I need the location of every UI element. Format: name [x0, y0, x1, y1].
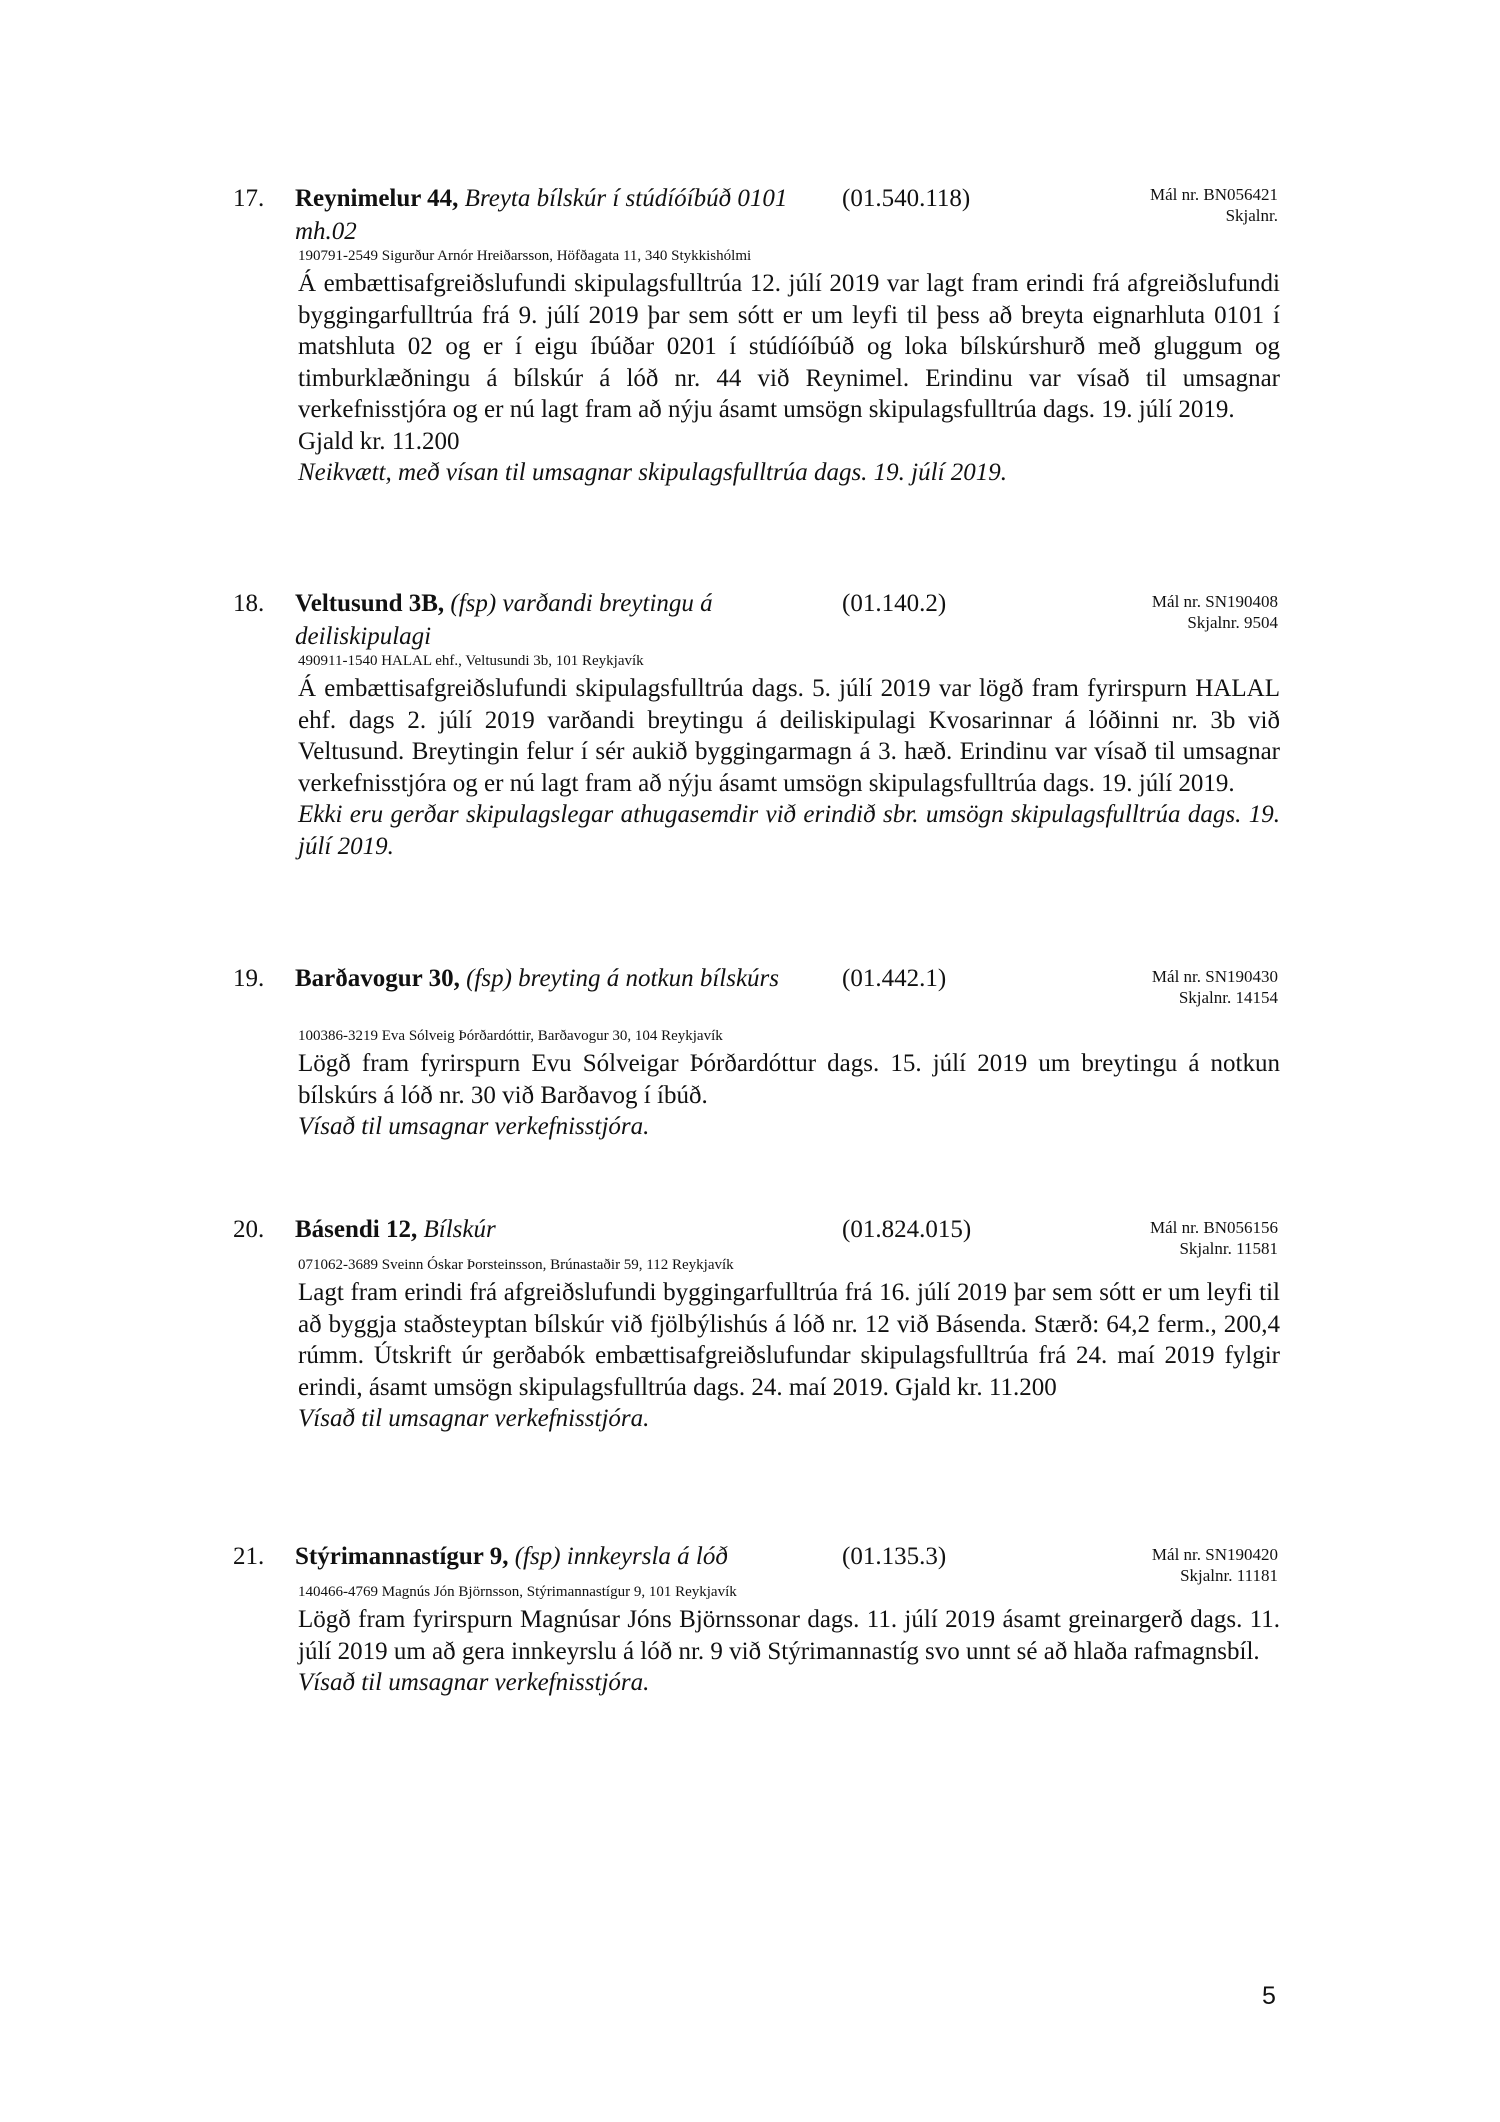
item-code: (01.540.118)	[842, 185, 971, 212]
item-conclusion: Vísað til umsagnar verkefnisstjóra.	[298, 1405, 650, 1432]
item-heading	[295, 1213, 815, 1246]
item-subtitle: Bílskúr	[423, 1216, 496, 1243]
item-owner: 190791-2549 Sigurður Arnór Hreiðarsson, Höfðagata 11, 340 Stykkishólmi	[298, 248, 752, 264]
item-title: Stýrimannastígur 9,	[295, 1543, 509, 1570]
item-paragraph: Á embættisafgreiðslufundi skipulagsfulltrúa dags. 5. júlí 2019 var lögð fram fyrirspurn HALAL ehf. dags 2. júlí 2019 varðandi breytingu á deiliskipulagi Kvosarinnar á lóðinni nr. 3b við Veltusund. Breytingin felur í sér aukið byggingarmagn á 3. hæð. Erindinu var vísað til umsagnar verkefnisstjóra og er nú lagt fram að nýju ásamt umsögn skipulagsfulltrúa dags. 19. júlí 2019.	[298, 675, 1280, 797]
item-paragraph: Á embættisafgreiðslufundi skipulagsfulltrúa 12. júlí 2019 var lagt fram erindi frá afgreiðslufundi byggingarfulltrúa frá 9. júlí 2019 þar sem sótt er um leyfi til þess að breyta eignarhluta 0101 í matshluta 02 og er í eigu íbúðar 0201 í stúdíóíbúð og loka bílskúrshurð með gluggum og timburklæðningu á bílskúr á lóð nr. 44 við Reynimel. Erindinu var vísað til umsagnar verkefnisstjóra og er nú lagt fram að nýju ásamt umsögn skipulagsfulltrúa dags. 19. júlí 2019.	[298, 270, 1280, 423]
item-conclusion: Ekki eru gerðar skipulagslegar athugasemdir við erindið sbr. umsögn skipulagsfulltrúa dags. 19. júlí 2019.	[298, 801, 1280, 860]
item-owner: 140466-4769 Magnús Jón Björnsson, Stýrimannastígur 9, 101 Reykjavík	[298, 1584, 737, 1600]
item-body	[298, 268, 1280, 489]
case-number: Mál nr. SN190408	[1151, 592, 1278, 611]
item-body	[298, 1604, 1280, 1699]
item-number: 19.	[233, 965, 265, 992]
item-subtitle: (fsp) innkeyrsla á lóð	[514, 1543, 728, 1570]
item-number: 18.	[233, 590, 265, 617]
item-number: 21.	[233, 1543, 265, 1570]
item-heading	[295, 587, 815, 653]
item-case-meta	[1150, 1217, 1278, 1259]
item-title: Básendi 12,	[295, 1216, 418, 1243]
item-heading	[295, 1540, 815, 1573]
item-title: Barðavogur 30,	[295, 965, 460, 992]
document-number: Skjalnr. 9504	[1187, 613, 1278, 632]
item-conclusion: Vísað til umsagnar verkefnisstjóra.	[298, 1113, 650, 1140]
item-conclusion: Vísað til umsagnar verkefnisstjóra.	[298, 1669, 650, 1696]
item-title: Veltusund 3B,	[295, 590, 445, 617]
case-number: Mál nr. SN190420	[1151, 1545, 1278, 1564]
item-code: (01.135.3)	[842, 1543, 947, 1570]
item-heading	[295, 182, 815, 248]
item-number: 17.	[233, 185, 265, 212]
case-number: Mál nr. SN190430	[1151, 967, 1278, 986]
page-number: 5	[1262, 1982, 1276, 2010]
item-case-meta	[1152, 1544, 1278, 1586]
item-paragraph: Lagt fram erindi frá afgreiðslufundi byggingarfulltrúa frá 16. júlí 2019 þar sem sótt er um leyfi til að byggja staðsteyptan bílskúr við fjölbýlishús á lóð nr. 12 við Básenda. Stærð: 64,2 ferm., 200,4 rúmm. Útskrift úr gerðabók embættisafgreiðslufundar skipulagsfulltrúa frá 24. maí 2019 fylgir erindi, ásamt umsögn skipulagsfulltrúa dags. 24. maí 2019. Gjald kr. 11.200	[298, 1279, 1280, 1401]
item-subtitle: (fsp) breyting á notkun bílskúrs	[466, 965, 780, 992]
item-case-meta	[1152, 966, 1278, 1008]
case-number: Mál nr. BN056421	[1150, 185, 1278, 204]
item-owner: 490911-1540 HALAL ehf., Veltusundi 3b, 101 Reykjavík	[298, 653, 644, 669]
item-code: (01.442.1)	[842, 965, 947, 992]
item-body	[298, 673, 1280, 862]
document-number: Skjalnr. 11581	[1179, 1239, 1278, 1258]
item-paragraph: Lögð fram fyrirspurn Evu Sólveigar Þórðardóttur dags. 15. júlí 2019 um breytingu á notkun bílskúrs á lóð nr. 30 við Barðavog í íbúð.	[298, 1050, 1280, 1109]
item-case-meta	[1150, 184, 1278, 226]
item-title: Reynimelur 44,	[295, 185, 459, 212]
item-number: 20.	[233, 1216, 265, 1243]
document-number: Skjalnr.	[1225, 206, 1278, 225]
item-paragraph: Lögð fram fyrirspurn Magnúsar Jóns Björnssonar dags. 11. júlí 2019 ásamt greinargerð dags. 11. júlí 2019 um að gera innkeyrslu á lóð nr. 9 við Stýrimannastíg svo unnt sé að hlaða rafmagnsbíl.	[298, 1606, 1280, 1665]
item-subtitle: Breyta bílskúr í stúdíóíbúð 0101 mh.02	[295, 185, 788, 245]
item-body	[298, 1048, 1280, 1143]
item-code: (01.824.015)	[842, 1216, 972, 1243]
case-number: Mál nr. BN056156	[1150, 1218, 1278, 1237]
item-conclusion: Neikvætt, með vísan til umsagnar skipulagsfulltrúa dags. 19. júlí 2019.	[298, 459, 1008, 486]
item-paragraph: Gjald kr. 11.200	[298, 427, 460, 455]
document-number: Skjalnr. 14154	[1178, 988, 1278, 1007]
item-owner: 071062-3689 Sveinn Óskar Þorsteinsson, Brúnastaðir 59, 112 Reykjavík	[298, 1257, 734, 1273]
document-number: Skjalnr. 11181	[1180, 1566, 1278, 1585]
item-body	[298, 1277, 1280, 1435]
item-subtitle: (fsp) varðandi breytingu á deiliskipulagi	[295, 590, 713, 650]
item-code: (01.140.2)	[842, 590, 947, 617]
item-owner: 100386-3219 Eva Sólveig Þórðardóttir, Barðavogur 30, 104 Reykjavík	[298, 1028, 723, 1044]
item-heading	[295, 962, 815, 995]
item-case-meta	[1152, 591, 1278, 633]
